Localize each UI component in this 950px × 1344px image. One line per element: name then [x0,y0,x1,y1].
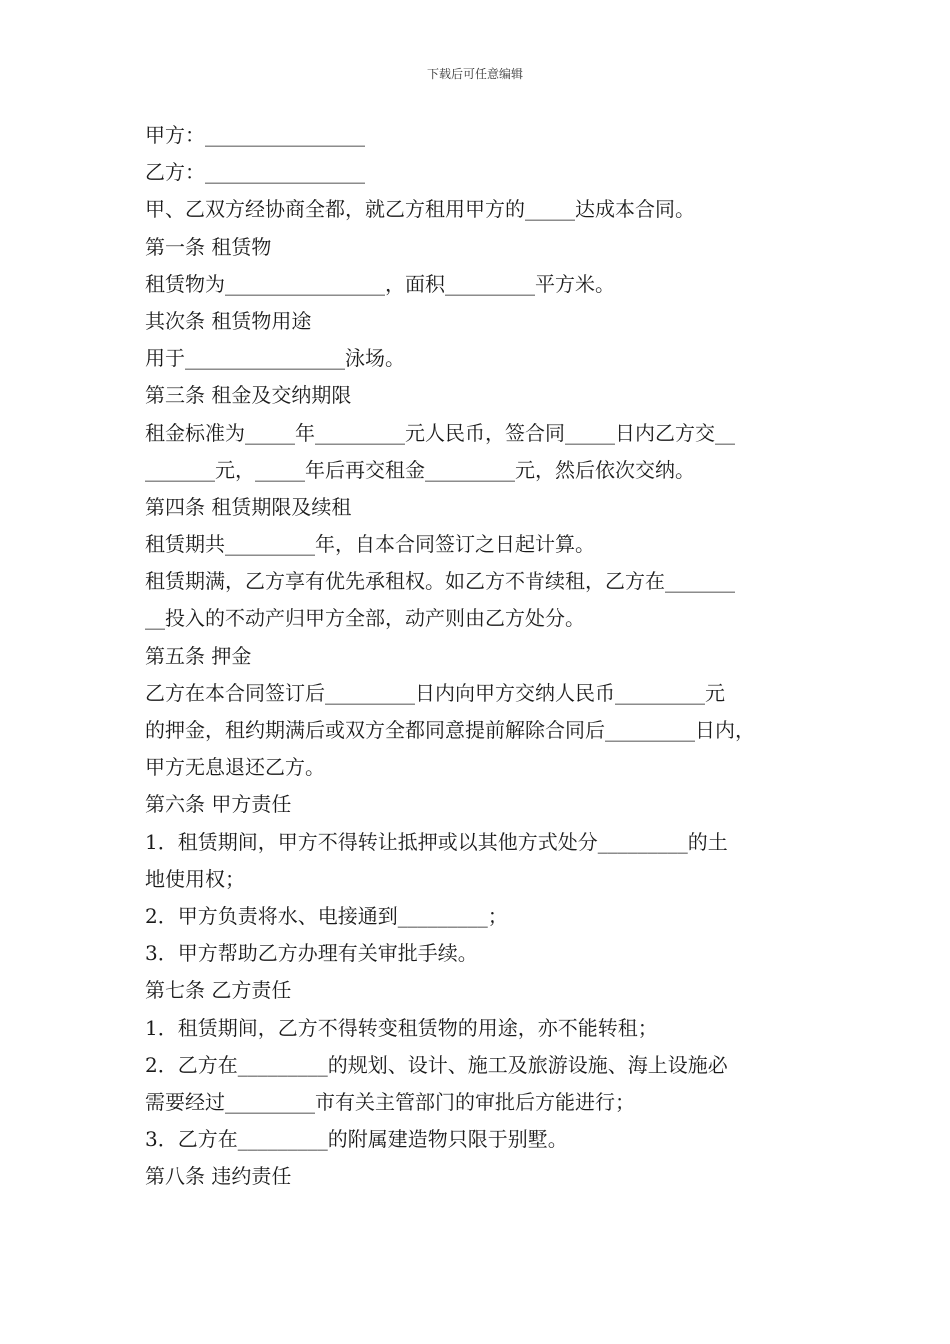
article-8-heading: 第八条 违约责任 [145,1164,292,1189]
article-4-heading: 第四条 租赁期限及续租 [145,494,352,519]
article-4-text-1: 租赁期共_________年，自本合同签订之日起计算。 [145,532,595,557]
document-body [145,117,825,1195]
article-3-text-2: _______元，_____年后再交租金_________元，然后依次交纳。 [145,457,695,482]
article-6-heading: 第六条 甲方责任 [145,792,292,817]
article-7-item-2b: 需要经过_________市有关主管部门的审批后方能进行； [145,1089,635,1114]
article-5-text-2: 的押金，租约期满后或双方全都同意提前解除合同后_________日内， [145,718,755,742]
page-header: 下载后可任意编辑 [426,67,523,81]
article-1-heading: 第一条 租赁物 [145,234,272,259]
article-5-text-3: 甲方无息退还乙方。 [145,755,325,780]
article-2-text: 用于________________泳场。 [145,346,405,371]
article-6-item-2: 2．甲方负责将水、电接通到_________； [145,903,508,928]
article-5-text-1: 乙方在本合同签订后_________日内向甲方交纳人民币_________元 [145,680,725,705]
preamble-line: 甲、乙双方经协商全都，就乙方租用甲方的_____达成本合同。 [145,197,695,222]
party-a-line: 甲方：________________ [145,123,365,147]
article-7-item-3: 3．乙方在_________的附属建造物只限于别墅。 [145,1127,568,1152]
article-2-heading: 其次条 租赁物用途 [145,308,312,333]
article-5-heading: 第五条 押金 [145,643,252,668]
article-7-item-2a: 2．乙方在_________的规划、设计、施工及旅游设施、海上设施必 [145,1052,728,1077]
article-1-text: 租赁物为________________，面积_________平方米。 [145,271,615,296]
article-6-item-1a: 1．租赁期间，甲方不得转让抵押或以其他方式处分_________的土 [145,829,728,854]
article-7-item-1: 1．租赁期间，乙方不得转变租赁物的用途，亦不能转租； [145,1015,658,1040]
party-b-line: 乙方：________________ [145,160,365,185]
article-6-item-3: 3．甲方帮助乙方办理有关审批手续。 [145,941,478,966]
article-4-text-2: 租赁期满，乙方享有优先承租权。如乙方不肯续租，乙方在_______ [145,569,735,594]
article-7-heading: 第七条 乙方责任 [145,978,292,1003]
article-3-text-1: 租金标准为_____年_________元人民币，签合同_____日内乙方交__ [145,420,735,445]
article-4-text-3: __投入的不动产归甲方全部，动产则由乙方处分。 [145,606,585,631]
article-6-item-1b: 地使用权； [145,866,245,891]
article-3-heading: 第三条 租金及交纳期限 [145,383,352,408]
